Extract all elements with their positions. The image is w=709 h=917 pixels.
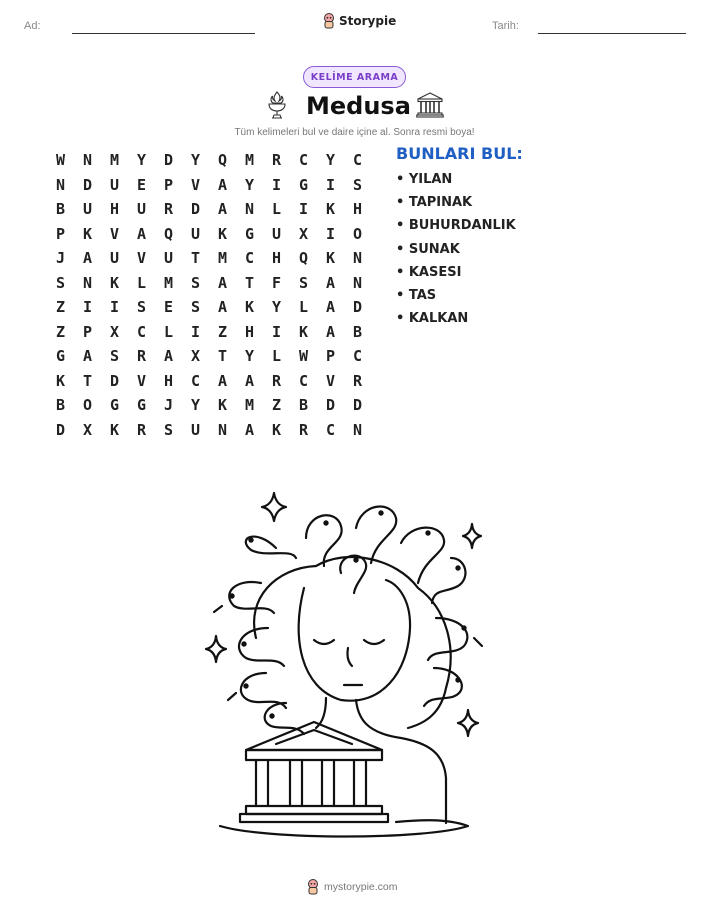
grid-letter[interactable]: I (325, 175, 336, 194)
grid-letter[interactable]: A (217, 298, 228, 317)
grid-letter[interactable]: X (190, 347, 201, 366)
grid-letter[interactable]: Y (244, 175, 255, 194)
grid-letter[interactable]: A (136, 224, 147, 243)
grid-row (47, 271, 371, 296)
grid-letter[interactable]: N (352, 420, 363, 439)
grid-row (47, 369, 371, 394)
grid-letter[interactable]: P (82, 322, 93, 341)
grid-letter[interactable]: R (271, 151, 282, 170)
grid-letter[interactable]: U (82, 200, 93, 219)
grid-letter[interactable]: G (109, 396, 120, 415)
grid-letter[interactable]: B (55, 200, 66, 219)
grid-letter[interactable]: N (352, 249, 363, 268)
grid-letter[interactable]: S (163, 420, 174, 439)
grid-letter[interactable]: S (136, 298, 147, 317)
grid-letter[interactable]: E (136, 175, 147, 194)
date-line (538, 33, 686, 34)
grid-letter[interactable]: S (352, 175, 363, 194)
grid-letter[interactable]: L (271, 200, 282, 219)
grid-letter[interactable]: I (190, 322, 201, 341)
grid-letter[interactable]: N (217, 420, 228, 439)
temple-icon (416, 92, 444, 118)
grid-letter[interactable]: N (82, 151, 93, 170)
grid-letter[interactable]: M (244, 396, 255, 415)
grid-letter[interactable]: Q (298, 249, 309, 268)
grid-letter[interactable]: U (109, 249, 120, 268)
grid-letter[interactable]: M (163, 273, 174, 292)
grid-letter[interactable]: M (244, 151, 255, 170)
word-item: • KALKAN (396, 311, 469, 327)
grid-letter[interactable]: U (271, 224, 282, 243)
footer-url: mystorypie.com (324, 881, 398, 893)
word-item: • SUNAK (396, 241, 460, 257)
grid-letter[interactable]: Y (190, 151, 201, 170)
grid-letter[interactable]: X (298, 224, 309, 243)
grid-letter[interactable]: H (352, 200, 363, 219)
grid-letter[interactable]: U (136, 200, 147, 219)
footer (306, 879, 398, 895)
brazier-icon (265, 90, 289, 120)
grid-letter[interactable]: D (82, 175, 93, 194)
grid-letter[interactable]: A (217, 273, 228, 292)
grid-letter[interactable]: R (136, 420, 147, 439)
logo-text: Storypie (339, 14, 397, 28)
grid-letter[interactable]: K (82, 224, 93, 243)
storypie-mascot-icon (306, 879, 320, 895)
grid-letter[interactable]: Z (271, 396, 282, 415)
storypie-logo (322, 13, 396, 29)
grid-letter[interactable]: T (244, 273, 255, 292)
grid-letter[interactable]: K (298, 322, 309, 341)
grid-letter[interactable]: S (109, 347, 120, 366)
grid-letter[interactable]: K (217, 224, 228, 243)
grid-letter[interactable]: A (325, 322, 336, 341)
grid-letter[interactable]: P (55, 224, 66, 243)
grid-letter[interactable]: C (325, 420, 336, 439)
grid-letter[interactable]: Q (217, 151, 228, 170)
grid-letter[interactable]: A (244, 420, 255, 439)
grid-letter[interactable]: S (298, 273, 309, 292)
grid-letter[interactable]: G (298, 175, 309, 194)
sparkle-icon (458, 710, 478, 736)
date-label: Tarih: (492, 20, 519, 32)
instructions: Tüm kelimeleri bul ve daire içine al. Sonra resmi boya! (234, 127, 475, 138)
grid-letter[interactable]: W (298, 347, 309, 366)
grid-letter[interactable]: C (298, 371, 309, 390)
grid-letter[interactable]: S (190, 298, 201, 317)
grid-letter[interactable]: Y (271, 298, 282, 317)
grid-letter[interactable]: X (82, 420, 93, 439)
grid-letter[interactable]: I (325, 224, 336, 243)
grid-letter[interactable]: D (190, 200, 201, 219)
grid-letter[interactable]: A (325, 298, 336, 317)
grid-letter[interactable]: K (55, 371, 66, 390)
grid-letter[interactable]: I (82, 298, 93, 317)
grid-letter[interactable]: A (217, 175, 228, 194)
grid-letter[interactable]: U (163, 249, 174, 268)
grid-letter[interactable]: L (163, 322, 174, 341)
grid-letter[interactable]: V (325, 371, 336, 390)
grid-letter[interactable]: W (55, 151, 66, 170)
grid-letter[interactable]: K (325, 249, 336, 268)
grid-letter[interactable]: C (136, 322, 147, 341)
grid-letter[interactable]: B (352, 322, 363, 341)
grid-letter[interactable]: D (109, 371, 120, 390)
grid-letter[interactable]: J (163, 396, 174, 415)
grid-letter[interactable]: V (136, 371, 147, 390)
grid-letter[interactable]: L (271, 347, 282, 366)
grid-letter[interactable]: U (109, 175, 120, 194)
word-search-grid (47, 148, 371, 442)
grid-letter[interactable]: V (109, 224, 120, 243)
grid-letter[interactable]: P (163, 175, 174, 194)
grid-letter[interactable]: Y (325, 151, 336, 170)
grid-letter[interactable]: I (271, 322, 282, 341)
grid-letter[interactable]: R (271, 371, 282, 390)
grid-letter[interactable]: O (82, 396, 93, 415)
grid-row (47, 295, 371, 320)
grid-letter[interactable]: S (190, 273, 201, 292)
grid-letter[interactable]: Z (55, 298, 66, 317)
grid-letter[interactable]: A (82, 249, 93, 268)
grid-letter[interactable]: D (352, 396, 363, 415)
grid-letter[interactable]: D (352, 298, 363, 317)
grid-letter[interactable]: Y (136, 151, 147, 170)
grid-letter[interactable]: T (82, 371, 93, 390)
word-item: • KASESI (396, 264, 462, 280)
grid-letter[interactable]: L (298, 298, 309, 317)
grid-letter[interactable]: D (55, 420, 66, 439)
grid-letter[interactable]: K (217, 396, 228, 415)
grid-letter[interactable]: Y (190, 396, 201, 415)
grid-letter[interactable]: H (244, 322, 255, 341)
grid-letter[interactable]: R (352, 371, 363, 390)
grid-letter[interactable]: K (109, 273, 120, 292)
grid-letter[interactable]: B (55, 396, 66, 415)
grid-letter[interactable]: K (271, 420, 282, 439)
word-item: • YILAN (396, 172, 453, 187)
grid-letter[interactable]: D (163, 151, 174, 170)
name-line (72, 33, 255, 34)
word-item: • TAPINAK (396, 195, 473, 211)
grid-letter[interactable]: C (352, 151, 363, 170)
grid-letter[interactable]: V (136, 249, 147, 268)
grid-letter[interactable]: G (136, 396, 147, 415)
grid-letter[interactable]: I (109, 298, 120, 317)
word-item: • BUHURDANLIK (396, 218, 516, 234)
grid-letter[interactable]: K (109, 420, 120, 439)
grid-letter[interactable]: H (163, 371, 174, 390)
grid-row (47, 173, 371, 198)
grid-letter[interactable]: H (109, 200, 120, 219)
word-item: • TAS (396, 287, 437, 303)
grid-letter[interactable]: C (298, 151, 309, 170)
grid-row (47, 320, 371, 345)
grid-letter[interactable]: M (109, 151, 120, 170)
grid-letter[interactable]: U (190, 224, 201, 243)
grid-letter[interactable]: Z (217, 322, 228, 341)
sparkle-icon (262, 493, 286, 521)
grid-letter[interactable]: O (352, 224, 363, 243)
grid-letter[interactable]: C (190, 371, 201, 390)
activity-badge: KELİME ARAMA (303, 66, 406, 88)
grid-letter[interactable]: K (325, 200, 336, 219)
name-label: Ad: (24, 20, 41, 32)
grid-letter[interactable]: F (271, 273, 282, 292)
grid-letter[interactable]: D (325, 396, 336, 415)
grid-letter[interactable]: C (352, 347, 363, 366)
grid-row (47, 418, 371, 443)
grid-letter[interactable]: H (271, 249, 282, 268)
storypie-mascot-icon (322, 13, 336, 29)
grid-letter[interactable]: R (298, 420, 309, 439)
grid-letter[interactable]: K (244, 298, 255, 317)
page-title: Medusa (306, 92, 411, 120)
grid-row (47, 344, 371, 369)
grid-letter[interactable]: B (298, 396, 309, 415)
word-list (396, 172, 516, 334)
grid-letter[interactable]: N (82, 273, 93, 292)
grid-letter[interactable]: A (82, 347, 93, 366)
grid-letter[interactable]: J (55, 249, 66, 268)
grid-letter[interactable]: Q (163, 224, 174, 243)
medusa-illustration (196, 488, 496, 843)
grid-letter[interactable]: I (298, 200, 309, 219)
grid-letter[interactable]: T (190, 249, 201, 268)
grid-row (47, 246, 371, 271)
sparkle-icon (463, 524, 481, 548)
grid-row (47, 393, 371, 418)
grid-row (47, 148, 371, 173)
grid-letter[interactable]: A (244, 371, 255, 390)
grid-letter[interactable]: I (271, 175, 282, 194)
grid-letter[interactable]: Z (55, 322, 66, 341)
grid-letter[interactable]: A (217, 371, 228, 390)
grid-letter[interactable]: X (109, 322, 120, 341)
grid-letter[interactable]: T (217, 347, 228, 366)
grid-row (47, 222, 371, 247)
grid-letter[interactable]: S (55, 273, 66, 292)
grid-letter[interactable]: A (163, 347, 174, 366)
grid-letter[interactable]: P (325, 347, 336, 366)
grid-letter[interactable]: N (352, 273, 363, 292)
grid-letter[interactable]: M (217, 249, 228, 268)
grid-letter[interactable]: A (325, 273, 336, 292)
grid-letter[interactable]: G (55, 347, 66, 366)
grid-row (47, 197, 371, 222)
grid-letter[interactable]: Y (244, 347, 255, 366)
grid-letter[interactable]: U (190, 420, 201, 439)
grid-letter[interactable]: N (55, 175, 66, 194)
grid-letter[interactable]: A (217, 200, 228, 219)
grid-letter[interactable]: R (163, 200, 174, 219)
grid-letter[interactable]: G (244, 224, 255, 243)
grid-letter[interactable]: N (244, 200, 255, 219)
sparkle-icon (206, 636, 226, 662)
grid-letter[interactable]: E (163, 298, 174, 317)
grid-letter[interactable]: C (244, 249, 255, 268)
word-list-title: BUNLARI BUL: (396, 144, 523, 163)
grid-letter[interactable]: L (136, 273, 147, 292)
grid-letter[interactable]: R (136, 347, 147, 366)
grid-letter[interactable]: V (190, 175, 201, 194)
